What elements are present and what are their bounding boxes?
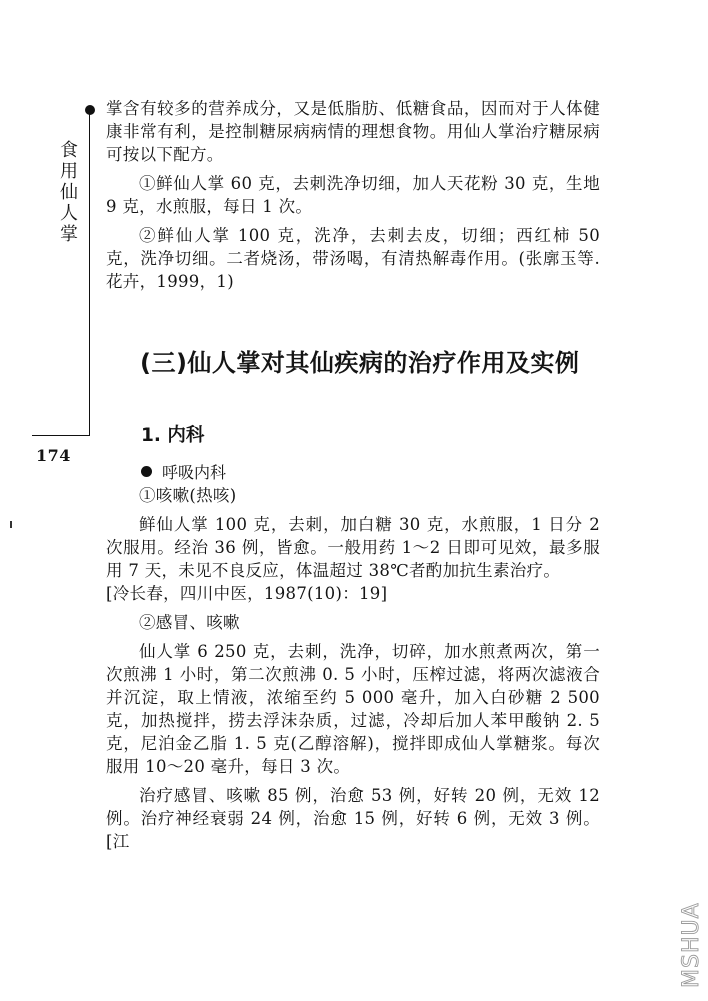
section-title: (三)仙人掌对其仙疾病的治疗作用及实例: [140, 349, 580, 377]
running-title: 食用仙人掌: [60, 140, 78, 245]
margin-rule: [89, 108, 90, 435]
recipe-1-paragraph: ①鲜仙人掌 60 克，去刺洗净切细，加人天花粉 30 克，生地 9 克，水煎服，每日 1 次。: [106, 174, 600, 216]
watermark-text: MSHUA: [679, 902, 704, 988]
item-2-title: ②感冒、咳嗽: [139, 613, 240, 632]
margin-bullet: [85, 105, 95, 115]
lower-text-block: [106, 484, 600, 853]
bullet-heading: [141, 460, 226, 483]
bullet-icon: [141, 466, 152, 477]
top-text-block: [106, 97, 600, 293]
recipe-2-paragraph: ②鲜仙人掌 100 克，洗净，去刺去皮，切细；西红柿 50 克，洗净切细。二者烧汤，带汤喝，有清热解毒作用。(张廓玉等.花卉，1999，1): [106, 226, 600, 291]
page-number: 174: [36, 446, 71, 465]
footer-rule: [32, 435, 90, 436]
item-2-paragraph: 仙人掌 6 250 克，去刺，洗净，切碎，加水煎煮两次，第一次煎沸 1 小时，第二次煎沸 0. 5 小时，压榨过滤，将两次滤液合并沉淀，取上情液，浓缩至约 5 000 毫升，加入白砂糖 2 500 克，加热搅拌，捞去浮沫杂质，过滤，冷却后加人苯甲酸钠 2. 5 克，尼泊金乙脂 1. 5 克(乙醇溶解)，搅拌即成仙人掌糖浆。每次服用 10～20 毫升，每日 3 次。: [106, 642, 600, 776]
bullet-heading-label: 呼吸内科: [162, 463, 227, 482]
item-1-title: ①咳嗽(热咳): [139, 486, 237, 505]
scan-mark: [10, 521, 12, 528]
item-2-result: 治疗感冒、咳嗽 85 例，治愈 53 例，好转 20 例，无效 12 例。治疗神经衰弱 24 例，治愈 15 例，好转 6 例，无效 3 例。[江: [106, 786, 600, 851]
watermark: [675, 885, 705, 990]
item-1-paragraph: 鲜仙人掌 100 克，去刺，加白糖 30 克，水煎服，1 日分 2 次服用。经治 36 例，皆愈。一般用药 1～2 日即可见效，最多服用 7 天，未见不良反应，体温超过 38℃者酌加抗生素治疗。: [106, 515, 600, 580]
intro-paragraph: 掌含有较多的营养成分，又是低脂肪、低糖食品，因而对于人体健康非常有利，是控制糖尿病病情的理想食物。用仙人掌治疗糖尿病可按以下配方。: [106, 99, 600, 164]
subsection-title: 1. 内科: [141, 425, 205, 446]
item-1-citation: [冷长春，四川中医，1987(10)：19]: [106, 584, 388, 603]
